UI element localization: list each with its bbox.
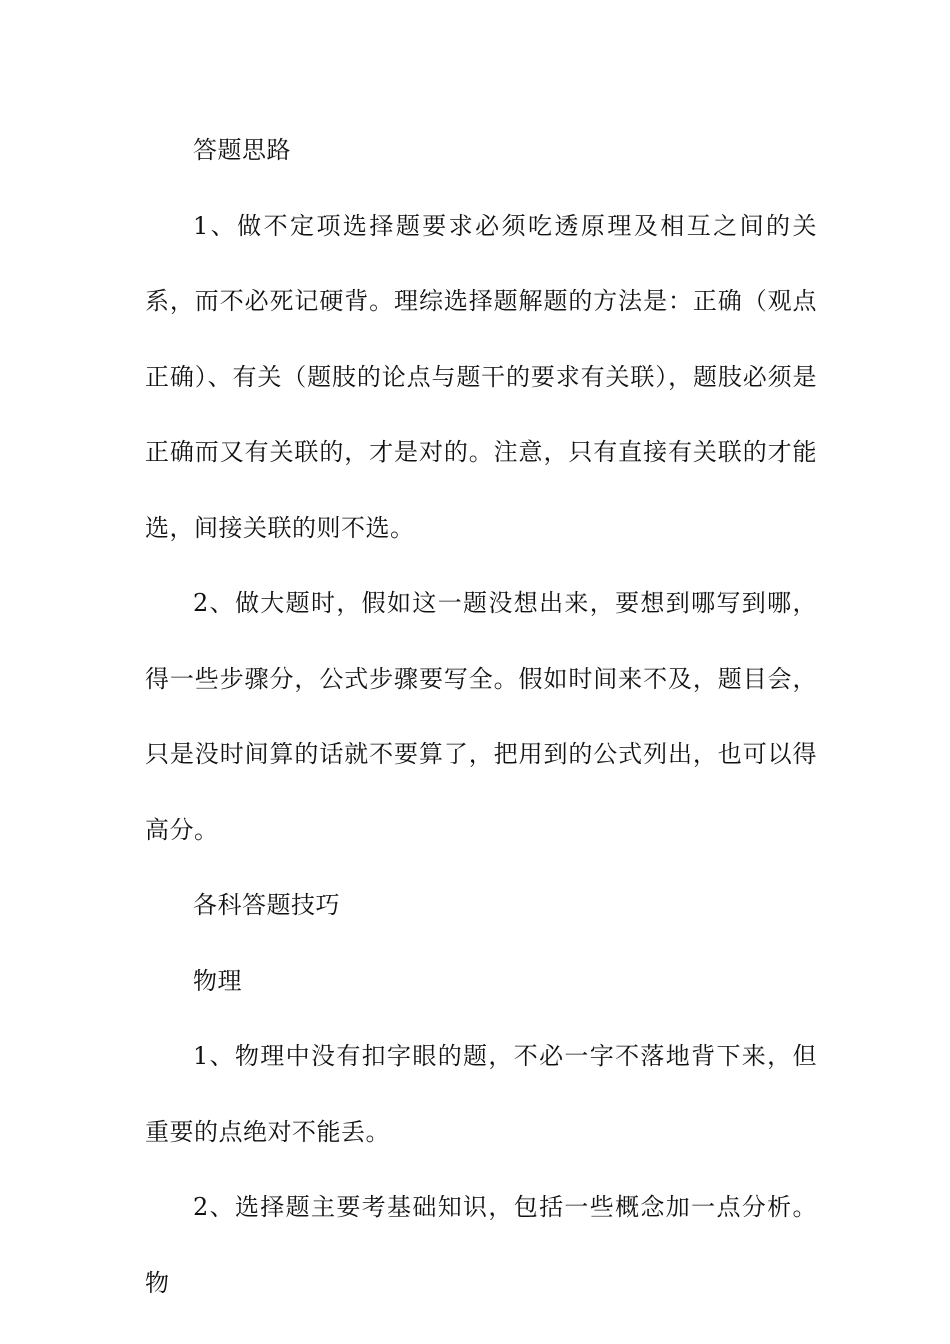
paragraph-big-questions: 2、做大题时，假如这一题没想出来，要想到哪写到哪，得一些步骤分，公式步骤要写全。假如时间来不及，题目会，只是没时间算的话就不要算了，把用到的公式列出，也可以得高分。 xyxy=(145,589,817,844)
heading-physics: 物理 xyxy=(193,966,242,995)
document-body xyxy=(145,113,817,1321)
heading-subject-tips: 各科答题技巧 xyxy=(193,891,340,919)
paragraph-multiple-choice: 1、做不定项选择题要求必须吃透原理及相互之间的关系，而不必死记硬背。理综选择题解题的方法是：正确（观点正确）、有关（题肢的论点与题干的要求有关联），题肢必须是正确而又有关联的，才是对的。注意，只有直接有关联的才能选，间接关联的则不选。 xyxy=(145,211,817,542)
paragraph-physics-1: 1、物理中没有扣字眼的题，不必一字不落地背下来，但重要的点绝对不能丢。 xyxy=(145,1042,817,1146)
paragraph-physics-2: 2、选择题主要考基础知识，包括一些概念加一点分析。物 xyxy=(145,1193,817,1297)
heading-approach: 答题思路 xyxy=(193,136,291,164)
